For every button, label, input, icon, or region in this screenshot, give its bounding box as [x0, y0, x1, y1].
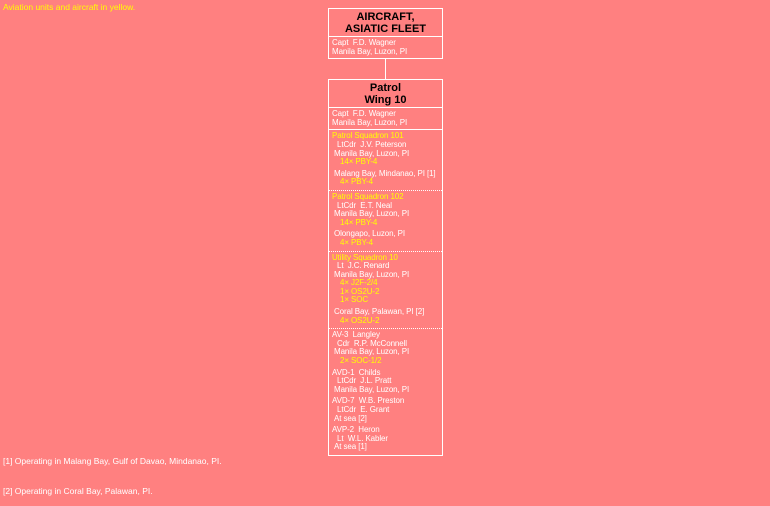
- org-line: 4× J2F-2/4: [340, 278, 378, 288]
- root-title-line-1: AIRCRAFT,: [356, 11, 415, 23]
- root-officer-block: [329, 36, 442, 58]
- footnote-1: [1] Operating in Malang Bay, Gulf of Davao, Mindanao, PI.: [3, 456, 222, 466]
- org-line: 14× PBY-4: [340, 217, 378, 227]
- org-line: Utility Squadron 10: [332, 252, 398, 262]
- org-line: Manila Bay, Luzon, PI: [334, 384, 410, 394]
- root-unit-box: [328, 8, 443, 59]
- org-line: LtCdr J.L. Pratt: [337, 376, 392, 386]
- org-line: 4× PBY-4: [340, 177, 373, 187]
- org-line: Patrol Squadron 102: [332, 191, 404, 201]
- connector-line: [385, 59, 386, 79]
- footnotes: [3, 436, 222, 506]
- org-section: [329, 251, 442, 329]
- wing-box: [328, 79, 443, 456]
- org-line: Manila Bay, Luzon, PI: [334, 347, 410, 357]
- org-line: 1× OS2U-2: [340, 286, 380, 296]
- org-line: 14× PBY-4: [340, 157, 378, 167]
- wing-title-line-2: Wing 10: [364, 94, 407, 107]
- root-location: Manila Bay, Luzon, PI: [332, 46, 408, 56]
- org-line: AVD-1 Childs: [332, 367, 381, 377]
- org-line: AV-3 Langley: [332, 330, 380, 340]
- org-line: AVD-7 W.B. Preston: [332, 396, 405, 406]
- org-line: LtCdr J.V. Peterson: [337, 139, 407, 149]
- org-line: Lt W.L. Kabler: [337, 433, 388, 443]
- org-line: Coral Bay, Palawan, PI [2]: [334, 307, 425, 317]
- wing-commander: Capt F.D. Wagner: [332, 109, 396, 119]
- org-line: Manila Bay, Luzon, PI: [334, 148, 410, 158]
- org-line: Olongapo, Luzon, PI: [334, 229, 406, 239]
- wing-officer-block: [329, 107, 442, 129]
- org-line: 4× OS2U-2: [340, 315, 380, 325]
- org-line: Lt J.C. Renard: [337, 261, 390, 271]
- root-title-line-2: ASIATIC FLEET: [344, 23, 427, 35]
- org-line: Manila Bay, Luzon, PI: [334, 209, 410, 219]
- org-line: AVP-2 Heron: [332, 425, 380, 435]
- org-line: At sea [2]: [334, 413, 367, 423]
- org-chart-column: [328, 8, 443, 456]
- org-line: Patrol Squadron 101: [332, 131, 404, 141]
- legend-note: Aviation units and aircraft in yellow.: [3, 2, 136, 12]
- org-line: Manila Bay, Luzon, PI: [334, 269, 410, 279]
- org-line: At sea [1]: [334, 442, 367, 452]
- footnote-2: [2] Operating in Coral Bay, Palawan, PI.: [3, 486, 153, 496]
- org-section: [329, 190, 442, 251]
- org-section: [329, 328, 442, 455]
- org-line: Cdr R.P. McConnell: [337, 338, 407, 348]
- wing-location: Manila Bay, Luzon, PI: [332, 117, 408, 127]
- org-section: [329, 130, 442, 190]
- root-unit-title: [329, 9, 442, 36]
- org-line: LtCdr E.T. Neal: [337, 200, 392, 210]
- org-line: LtCdr E. Grant: [337, 405, 390, 414]
- wing-title-line-1: Patrol: [369, 82, 402, 95]
- wing-sections: [329, 129, 442, 455]
- wing-title: [329, 80, 442, 107]
- org-line: Malang Bay, Mindanao, PI [1]: [334, 168, 436, 178]
- root-commander: Capt F.D. Wagner: [332, 38, 396, 47]
- org-line: 4× PBY-4: [340, 237, 373, 247]
- org-line: 1× SOC: [340, 295, 369, 305]
- org-line: 2× SOC-1/2: [340, 356, 382, 366]
